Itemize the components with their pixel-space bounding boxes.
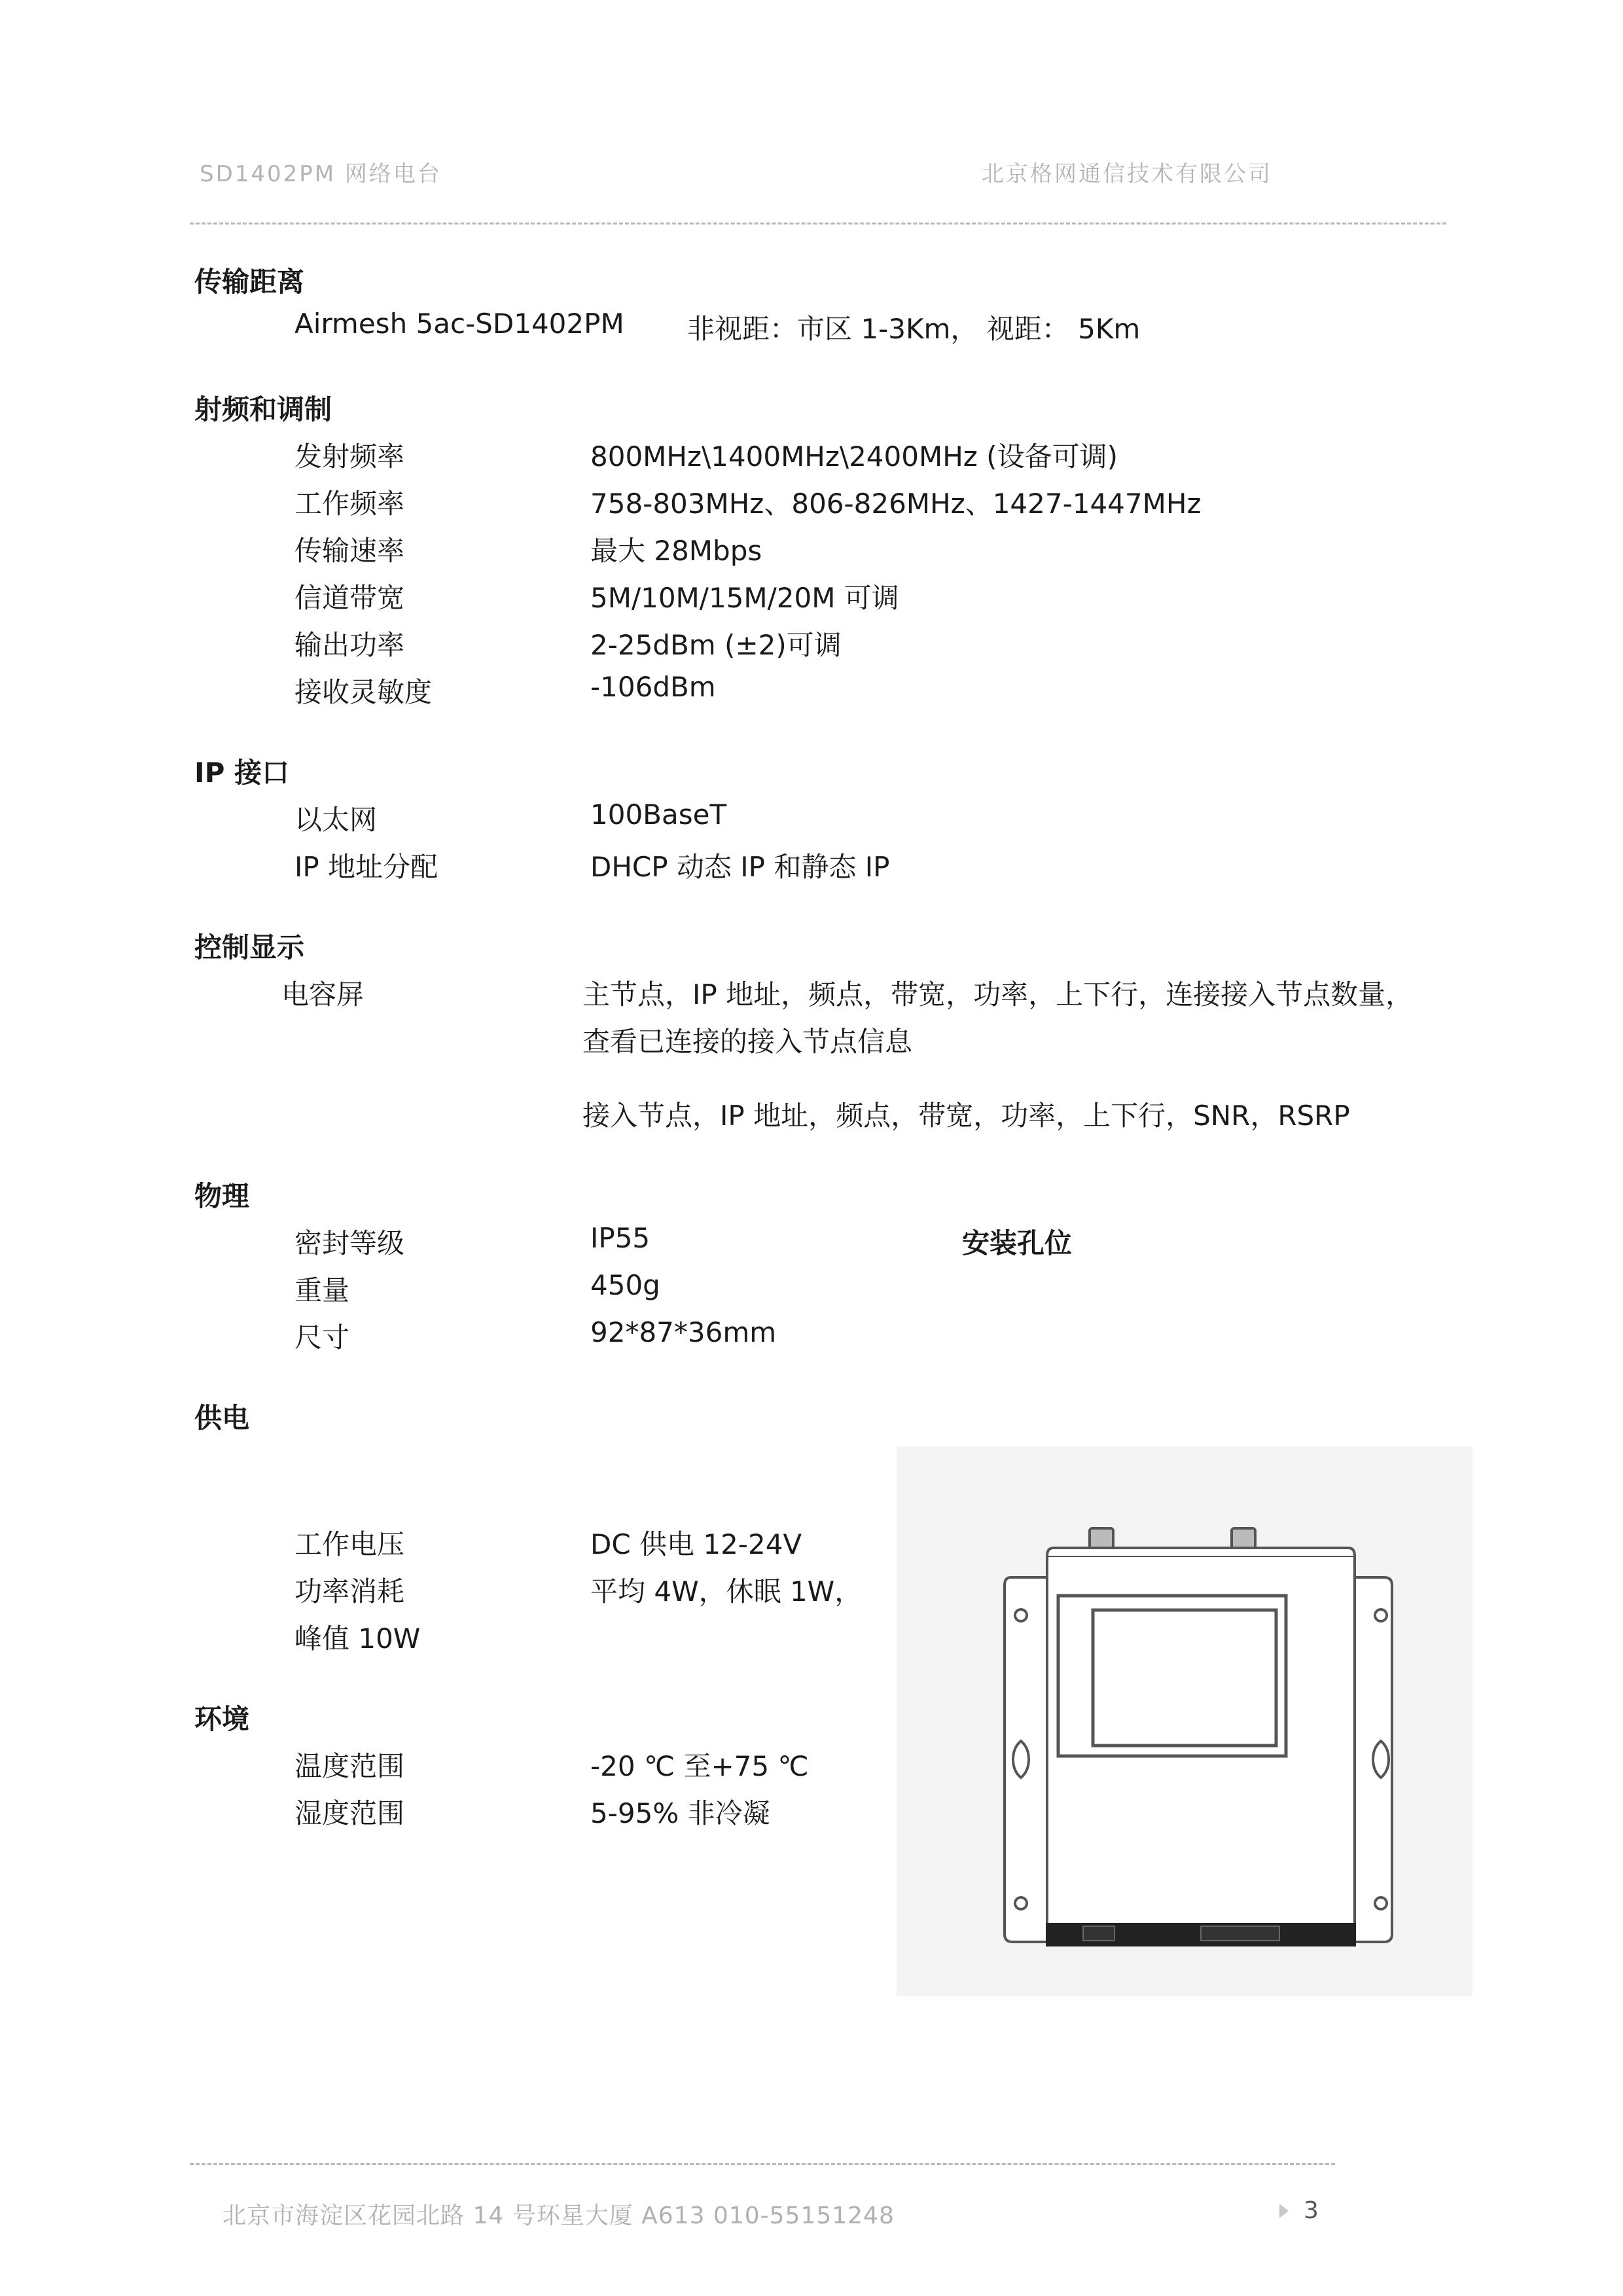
power-value-consumption: 平均 4W，休眠 1W， (590, 1575, 863, 1607)
section-title-env: 环境 (194, 1703, 250, 1735)
antenna-connector-right (1232, 1528, 1255, 1549)
section-title-rf: 射频和调制 (194, 393, 332, 425)
ip-value-ethernet: 100BaseT (590, 798, 727, 831)
port-left (1083, 1926, 1115, 1941)
control-line-2: 查看已连接的接入节点信息 (582, 1026, 913, 1058)
power-peak: 峰值 10W (294, 1623, 421, 1655)
mount-flange-left (1005, 1577, 1047, 1942)
rf-label-work-freq: 工作频率 (294, 488, 405, 520)
power-label-consumption: 功率消耗 (294, 1575, 405, 1607)
rf-value-tx-freq: 800MHz\1400MHz\2400MHz (设备可调) (590, 440, 1118, 473)
rf-value-rate: 最大 28Mbps (590, 535, 762, 567)
power-value-voltage: DC 供电 12-24V (590, 1528, 802, 1560)
rf-label-rate: 传输速率 (294, 535, 405, 567)
distance-model: Airmesh 5ac-SD1402PM (294, 308, 624, 340)
port-right (1201, 1926, 1279, 1941)
header-doc-title: SD1402PM 网络电台 (200, 161, 442, 187)
phys-value-seal: IP55 (590, 1222, 651, 1254)
phys-label-weight: 重量 (294, 1274, 350, 1306)
control-label-screen: 电容屏 (281, 978, 365, 1011)
env-value-humidity: 5-95% 非冷凝 (590, 1797, 770, 1829)
ip-value-addr: DHCP 动态 IP 和静态 IP (590, 851, 890, 883)
rf-value-work-freq: 758-803MHz、806-826MHz、1427-1447MHz (590, 488, 1202, 520)
rf-value-power: 2-25dBm (±2)可调 (590, 629, 842, 661)
rf-value-bandwidth: 5M/10M/15M/20M 可调 (590, 582, 899, 614)
distance-value: 非视距：市区 1-3Km， 视距： 5Km (687, 313, 1141, 345)
rf-label-bandwidth: 信道带宽 (294, 582, 405, 614)
section-title-power: 供电 (194, 1402, 250, 1434)
phys-label-seal: 密封等级 (294, 1227, 405, 1259)
phys-value-weight: 450g (590, 1269, 660, 1301)
rf-label-power: 输出功率 (294, 629, 405, 661)
env-value-temp: -20 ℃ 至+75 ℃ (590, 1750, 809, 1782)
phys-value-size: 92*87*36mm (590, 1316, 777, 1348)
control-line-3: 接入节点，IP 地址，频点，带宽，功率，上下行，SNR，RSRP (582, 1100, 1350, 1132)
power-label-voltage: 工作电压 (294, 1528, 405, 1560)
device-drawing (897, 1446, 1472, 1996)
ip-label-addr: IP 地址分配 (294, 851, 438, 883)
section-title-ip: IP 接口 (194, 757, 290, 789)
rf-label-sensitivity: 接收灵敏度 (294, 676, 433, 708)
env-label-humidity: 湿度范围 (294, 1797, 405, 1829)
phys-label-size: 尺寸 (294, 1321, 350, 1354)
footer-divider (190, 2163, 1335, 2165)
env-label-temp: 温度范围 (294, 1750, 405, 1782)
mount-holes-label: 安装孔位 (962, 1227, 1073, 1259)
section-title-control: 控制显示 (194, 931, 305, 963)
page-arrow-icon (1279, 2204, 1289, 2218)
section-title-distance: 传输距离 (194, 266, 305, 298)
rf-label-tx-freq: 发射频率 (294, 440, 405, 473)
ip-label-ethernet: 以太网 (294, 804, 378, 836)
header-divider (190, 223, 1446, 224)
section-title-physical: 物理 (194, 1180, 250, 1212)
header-company: 北京格网通信技术有限公司 (982, 161, 1272, 187)
antenna-connector-left (1090, 1528, 1113, 1549)
rf-value-sensitivity: -106dBm (590, 671, 716, 703)
page-number: 3 (1304, 2197, 1319, 2224)
control-line-1: 主节点，IP 地址，频点，带宽，功率，上下行，连接接入节点数量， (582, 978, 1414, 1011)
footer-address: 北京市海淀区花园北路 14 号环星大厦 A613 010-55151248 (223, 2202, 895, 2229)
